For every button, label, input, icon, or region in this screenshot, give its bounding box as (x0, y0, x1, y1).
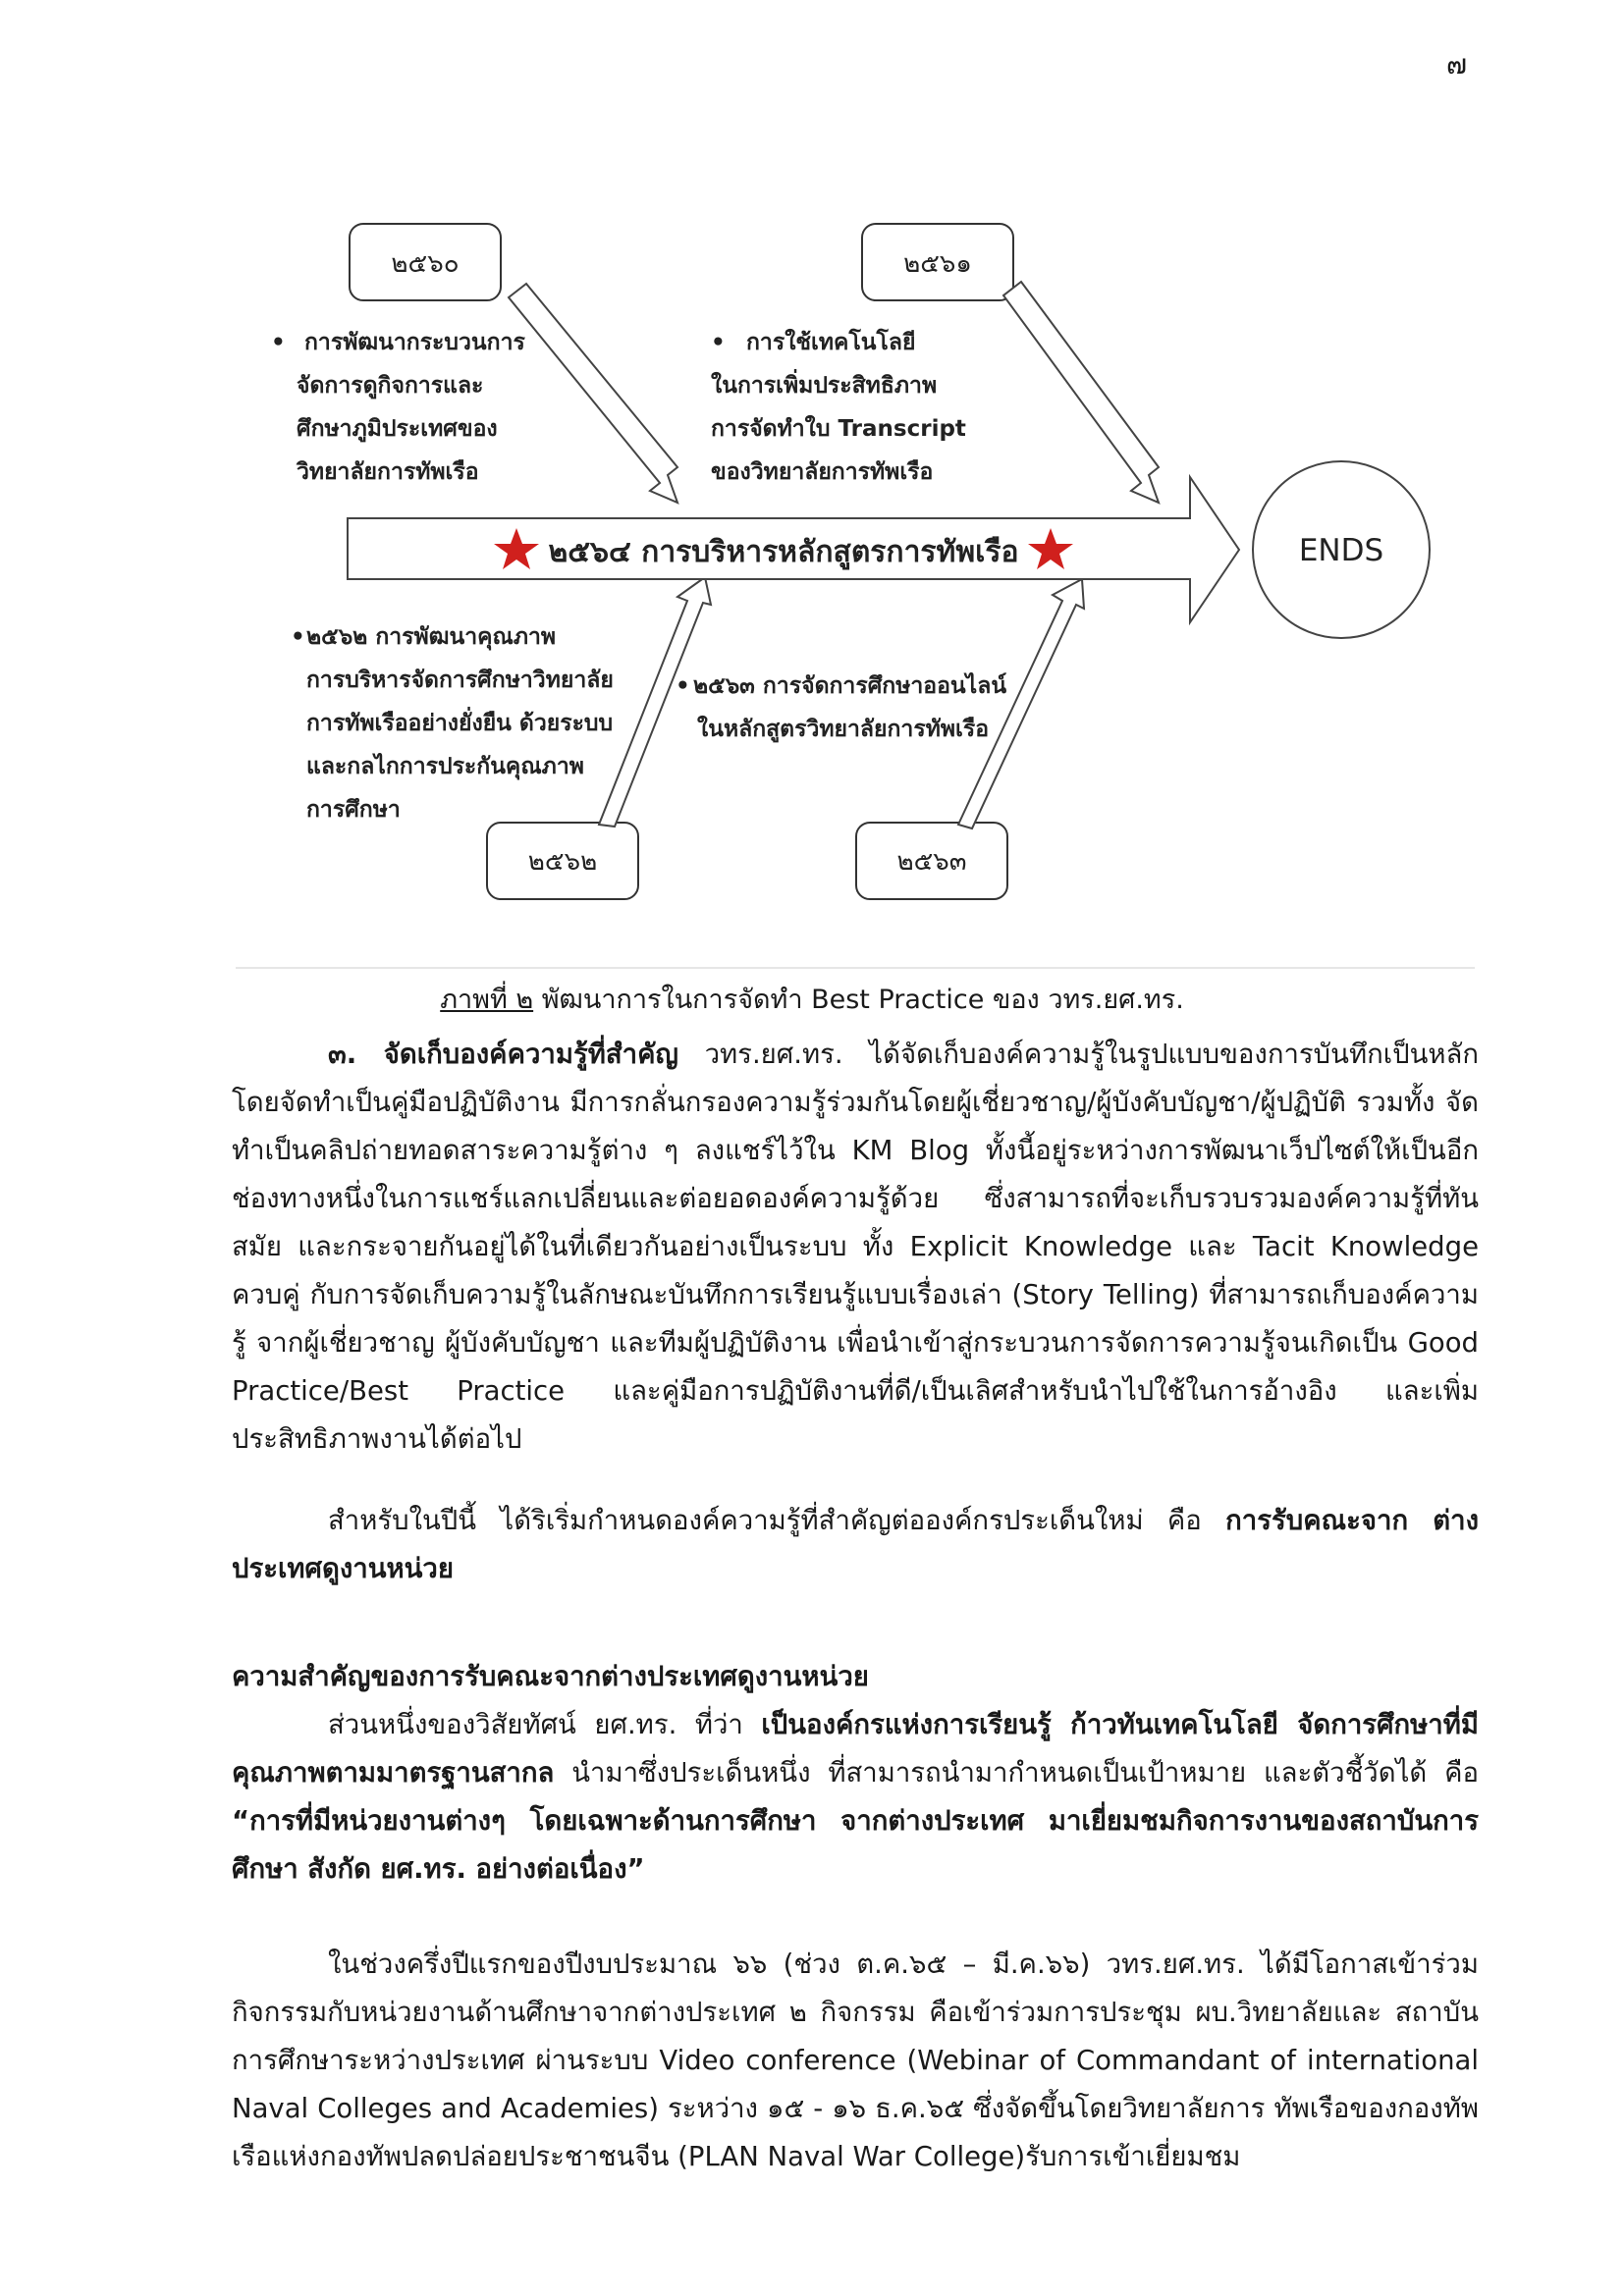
section-3-paragraph (232, 1031, 1479, 1464)
indicator-text: นำมาซึ่งประเด็นหนึ่ง ที่สามารถนำมากำหนดเป็นเป้าหมาย และตัวชี้วัดได้ คือ (554, 1757, 1479, 1789)
note-line: การพัฒนากระบวนการ (304, 330, 525, 355)
note-2562 (291, 624, 614, 823)
new-topic-paragraph (232, 1497, 1479, 1593)
bullet: • (676, 673, 690, 699)
year-box-2561 (862, 224, 1013, 300)
indicator-quote: “การที่มีหน่วยงานต่างๆ โดยเฉพาะด้านการศึกษา จากต่างประเทศ มาเยี่ยมชมกิจการงานของสถาบันการศึกษา สังกัด ยศ.ทร. อย่างต่อเนื่อง” (232, 1805, 1479, 1885)
note-line: การใช้เทคโนโลยี (746, 330, 916, 355)
fishbone-diagram (0, 0, 1624, 962)
section-3-body: วทร.ยศ.ทร. ได้จัดเก็บองค์ความรู้ในรูปแบบของการบันทึกเป็นหลัก โดยจัดทำเป็นคู่มือปฏิบัติงาน มีการกลั่นกรองความรู้ร่วมกันโดยผู้เชี่ยวชาญ/ผู้บังคับบัญชา/ผู้ปฏิบัติ รวมทั้ง จัดทำเป็นคลิปถ่ายทอดสาระความรู้ต่าง ๆ ลงแชร์ไว้ใน KM Blog ทั้งนี้อยู่ระหว่างการพัฒนาเว็ปไซต์ให้เป็นอีก ช่องทางหนึ่งในการแชร์แลกเปลี่ยนและต่อยอดองค์ความรู้ด้วย ซึ่งสามารถที่จะเก็บรวบรวมองค์ความรู้ที่ทันสมัย และกระจายกันอยู่ได้ในที่เดียวกันอย่างเป็นระบบ ทั้ง Explicit Knowledge และ Tacit Knowledge ควบคู่ กับการจัดเก็บความรู้ในลักษณะบันทึกการเรียนรู้แบบเรื่องเล่า (Story Telling) ที่สามารถเก็บองค์ความรู้ จากผู้เชี่ยวชาญ ผู้บังคับบัญชา และทีมผู้ปฏิบัติงาน เพื่อนำเข้าสู่กระบวนการจัดการความรู้จนเกิดเป็น Good Practice/Best Practice และคู่มือการปฏิบัติงานที่ดี/เป็นเลิศสำหรับนำไปใช้ในการอ้างอิง และเพิ่ม ประสิทธิภาพงานได้ต่อไป (232, 1039, 1480, 1455)
vision-bold: เป็นองค์กรแห่งการเรียนรู้ ก้าวทันเทคโนโลยี จัดการศึกษาที่มี คุณภาพตามมาตรฐานสากล (232, 1709, 1479, 1789)
year-box-2560 (350, 224, 501, 300)
year-label-2562: ๒๕๖๒ (527, 847, 598, 877)
new-topic-text: สำหรับในปีนี้ ได้ริเริ่มกำหนดองค์ความรู้ที่สำคัญต่อองค์กรประเด็นใหม่ คือ (328, 1505, 1226, 1536)
note-line: ๒๕๖๒ การพัฒนาคุณภาพ (306, 624, 557, 650)
note-2561 (711, 328, 966, 485)
note-line: ของวิทยาลัยการทัพเรือ (711, 459, 934, 485)
spine-label: ๒๕๖๔ การบริหารหลักสูตรการทัพเรือ (548, 535, 1019, 569)
year-box-2563 (856, 823, 1007, 899)
note-line: ในการเพิ่มประสิทธิภาพ (711, 373, 938, 399)
note-line: การศึกษา (306, 797, 401, 823)
vision-text: ส่วนหนึ่งของวิสัยทัศน์ ยศ.ทร. ที่ว่า (328, 1709, 762, 1740)
activities-paragraph (232, 1941, 1479, 2181)
figure-caption (0, 978, 1624, 1020)
new-topic-bold: การรับคณะจาก ต่างประเทศดูงานหน่วย (232, 1505, 1479, 1584)
page-number: ๗ (1445, 48, 1467, 80)
end-label: ENDS (1298, 533, 1384, 568)
note-line: จัดการดูกิจการและ (297, 373, 484, 399)
note-2563 (676, 671, 1006, 743)
divider (236, 967, 1475, 969)
note-line: และกลไกการประกันคุณภาพ (306, 754, 584, 779)
activities-text: ในช่วงครึ่งปีแรกของปีงบประมาณ ๖๖ (ช่วง ต.ค.๖๕ – มี.ค.๖๖) วทร.ยศ.ทร. ได้มีโอกาสเข้าร่วม กิจกรรมกับหน่วยงานด้านศึกษาจากต่างประเทศ ๒ กิจกรรม คือเข้าร่วมการประชุม ผบ.วิทยาลัยและ สถาบันการศึกษาระหว่างประเทศ ผ่านระบบ Video conference (Webinar of Commandant of international Naval Colleges and Academies) ระหว่าง ๑๕ - ๑๖ ธ.ค.๖๕ ซึ่งจัดขึ้นโดยวิทยาลัยการ ทัพเรือของกองทัพเรือแห่งกองทัพปลดปล่อยประชาชนจีน (PLAN Naval War College)รับการเข้าเยี่ยมชม (232, 1949, 1479, 2172)
year-label-2560: ๒๕๖๐ (391, 249, 460, 279)
bone-arrow-2560 (509, 284, 677, 503)
note-line: วิทยาลัยการทัพเรือ (297, 459, 479, 485)
bone-arrow-2563 (958, 579, 1084, 828)
caption-label: ภาพที่ ๒ (440, 985, 534, 1015)
note-line: การทัพเรืออย่างยั่งยืน ด้วยระบบ (306, 711, 614, 736)
section-3-heading: ๓. จัดเก็บองค์ความรู้ที่สำคัญ (328, 1039, 678, 1070)
note-2560 (271, 330, 525, 485)
year-label-2563: ๒๕๖๓ (896, 847, 967, 877)
note-line: การบริหารจัดการศึกษาวิทยาลัย (306, 667, 614, 693)
caption-text: พัฒนาการในการจัดทำ Best Practice ของ วทร.ยศ.ทร. (533, 985, 1184, 1015)
note-line: ในหลักสูตรวิทยาลัยการทัพเรือ (697, 717, 990, 742)
bullet: • (711, 330, 726, 355)
note-line: ๒๕๖๓ การจัดการศึกษาออนไลน์ (693, 673, 1007, 699)
bullet: • (291, 624, 305, 650)
year-label-2561: ๒๕๖๑ (903, 249, 972, 279)
bullet: • (271, 330, 286, 355)
year-box-2562 (487, 823, 638, 899)
bone-arrow-2561 (1003, 282, 1159, 503)
note-line: ศึกษาภูมิประเทศของ (297, 416, 498, 442)
importance-paragraph (232, 1701, 1479, 1894)
importance-heading: ความสำคัญของการรับคณะจากต่างประเทศดูงานหน่วย (232, 1661, 869, 1692)
note-line: การจัดทำใบ Transcript (711, 416, 966, 442)
bone-arrow-2562 (599, 577, 711, 827)
